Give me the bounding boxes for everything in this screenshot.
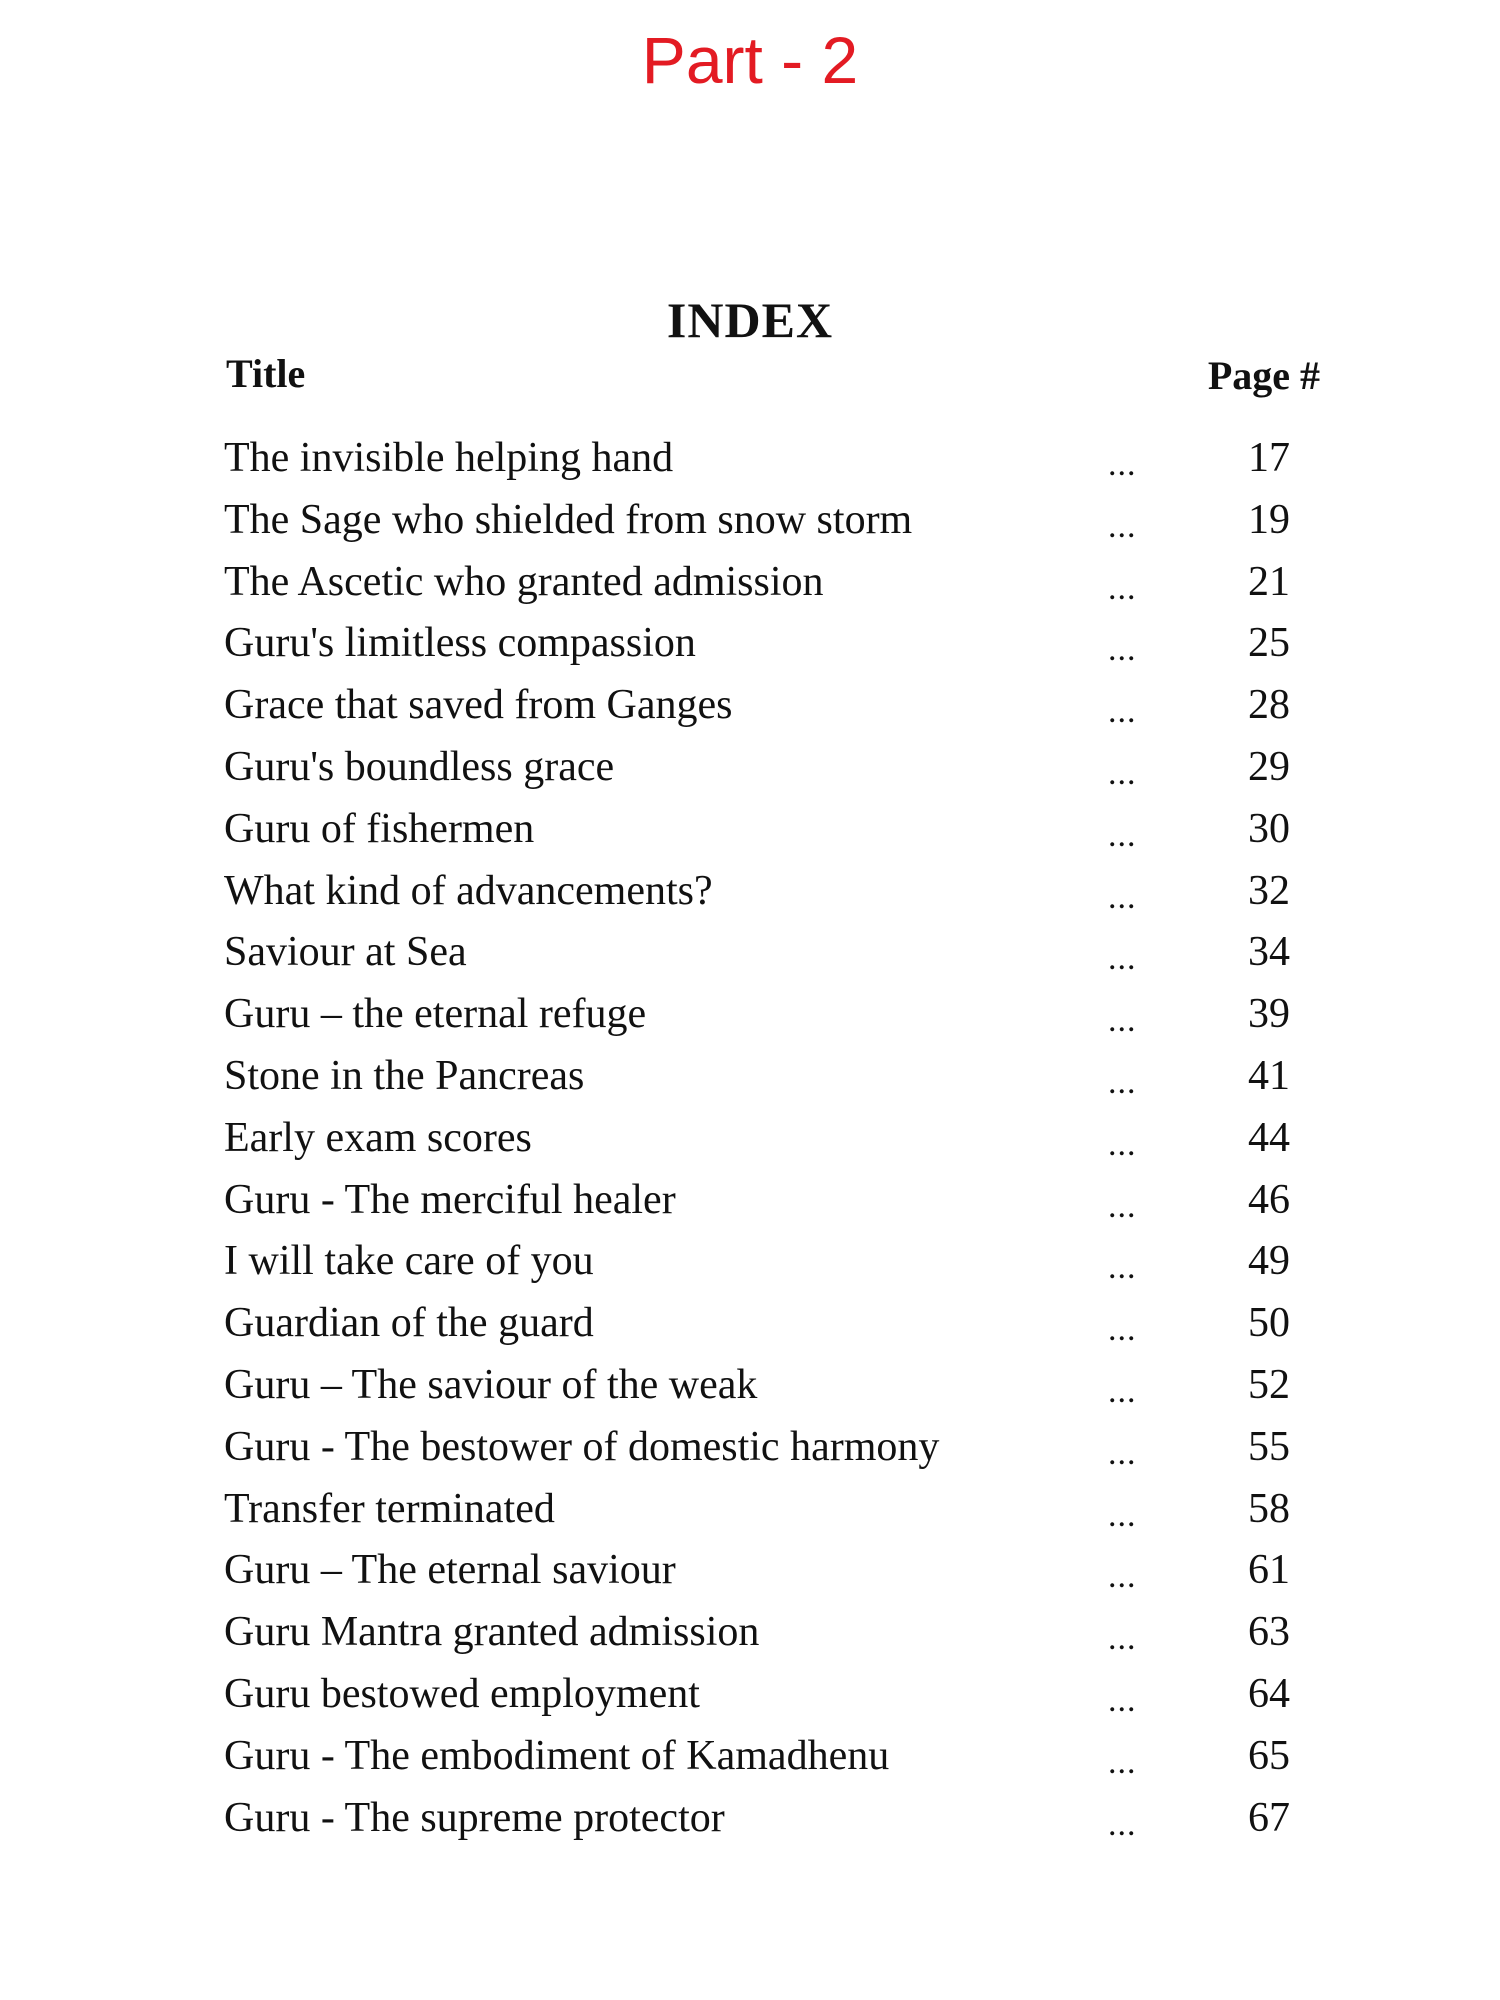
index-entry bbox=[0, 675, 1500, 737]
index-entry-page: 49 bbox=[1248, 1238, 1290, 1285]
index-entry bbox=[0, 799, 1500, 861]
index-entry bbox=[0, 1540, 1500, 1602]
index-entry bbox=[0, 1231, 1500, 1293]
index-entry-title: Guru - The merciful healer bbox=[224, 1176, 676, 1223]
index-entries-list bbox=[0, 428, 1500, 1849]
index-entry-page: 64 bbox=[1248, 1670, 1290, 1717]
index-entry-leader: ... bbox=[1108, 1743, 1137, 1781]
index-entry-leader: ... bbox=[1108, 878, 1137, 916]
index-entry-leader: ... bbox=[1108, 1681, 1137, 1719]
index-entry bbox=[0, 1664, 1500, 1726]
index-entry-page: 28 bbox=[1248, 682, 1290, 729]
index-entry-title: Guru of fishermen bbox=[224, 805, 535, 852]
index-entry-leader: ... bbox=[1108, 569, 1137, 607]
index-entry-page: 39 bbox=[1248, 991, 1290, 1038]
index-entry-title: Guru – The eternal saviour bbox=[224, 1547, 676, 1594]
index-entry-page: 58 bbox=[1248, 1485, 1290, 1532]
title-column-header: Title bbox=[226, 351, 306, 396]
index-entry-leader: ... bbox=[1108, 816, 1137, 854]
index-entry-title: Grace that saved from Ganges bbox=[224, 682, 733, 729]
index-entry-title: The Ascetic who granted admission bbox=[224, 558, 824, 605]
index-entry-page: 21 bbox=[1248, 558, 1290, 605]
index-entry-page: 55 bbox=[1248, 1423, 1290, 1470]
index-entry-leader: ... bbox=[1108, 1125, 1137, 1163]
index-entry bbox=[0, 1417, 1500, 1479]
index-entry bbox=[0, 552, 1500, 614]
index-entry-page: 50 bbox=[1248, 1300, 1290, 1347]
part-label: Part - 2 bbox=[641, 23, 859, 97]
index-entry-page: 65 bbox=[1248, 1732, 1290, 1779]
index-entry-leader: ... bbox=[1108, 1434, 1137, 1472]
index-entry bbox=[0, 490, 1500, 552]
index-entry-title: Stone in the Pancreas bbox=[224, 1052, 585, 1099]
index-entry-leader: ... bbox=[1108, 1372, 1137, 1410]
index-entry-title: Saviour at Sea bbox=[224, 929, 467, 976]
index-entry-title: Guru bestowed employment bbox=[224, 1670, 700, 1717]
index-entry-title: Guru – the eternal refuge bbox=[224, 991, 647, 1038]
index-entry-page: 44 bbox=[1248, 1114, 1290, 1161]
index-heading: INDEX bbox=[666, 292, 834, 348]
index-entry-leader: ... bbox=[1108, 1496, 1137, 1534]
index-entry bbox=[0, 1108, 1500, 1170]
index-entry-leader: ... bbox=[1108, 940, 1137, 978]
index-entry-leader: ... bbox=[1108, 1063, 1137, 1101]
index-entry bbox=[0, 1602, 1500, 1664]
index-entry-page: 41 bbox=[1248, 1052, 1290, 1099]
index-entry bbox=[0, 861, 1500, 923]
index-entry-page: 61 bbox=[1248, 1547, 1290, 1594]
index-entry-leader: ... bbox=[1108, 1249, 1137, 1287]
index-entry-leader: ... bbox=[1108, 1187, 1137, 1225]
index-entry bbox=[0, 922, 1500, 984]
index-entry-page: 25 bbox=[1248, 620, 1290, 667]
index-entry-title: I will take care of you bbox=[224, 1238, 594, 1285]
index-entry-page: 17 bbox=[1248, 435, 1290, 481]
index-entry-page: 30 bbox=[1248, 805, 1290, 852]
index-entry-page: 29 bbox=[1248, 743, 1290, 790]
index-entry-title: Guardian of the guard bbox=[224, 1300, 594, 1347]
index-entry-page: 34 bbox=[1248, 929, 1290, 976]
index-entry bbox=[0, 1726, 1500, 1788]
index-entry-page: 46 bbox=[1248, 1176, 1290, 1223]
index-entry bbox=[0, 428, 1500, 490]
index-entry-title: The invisible helping hand bbox=[224, 435, 674, 481]
index-entry-title: Guru - The embodiment of Kamadhenu bbox=[224, 1732, 890, 1779]
index-entry-title: Guru Mantra granted admission bbox=[224, 1609, 760, 1656]
index-entry-title: Guru – The saviour of the weak bbox=[224, 1361, 758, 1408]
index-entry-leader: ... bbox=[1108, 1805, 1137, 1843]
index-entry bbox=[0, 1355, 1500, 1417]
index-entry-title: Guru's limitless compassion bbox=[224, 620, 696, 667]
index-entry bbox=[0, 1479, 1500, 1541]
index-entry-title: The Sage who shielded from snow storm bbox=[224, 496, 913, 543]
index-entry-leader: ... bbox=[1108, 1311, 1137, 1349]
index-entry bbox=[0, 737, 1500, 799]
index-entry-title: Guru - The supreme protector bbox=[224, 1794, 725, 1841]
index-entry-leader: ... bbox=[1108, 1002, 1137, 1040]
index-entry-leader: ... bbox=[1108, 693, 1137, 731]
index-entry-leader: ... bbox=[1108, 754, 1137, 792]
index-entry bbox=[0, 1788, 1500, 1850]
index-entry-page: 67 bbox=[1248, 1794, 1290, 1841]
index-entry-title: Early exam scores bbox=[224, 1114, 532, 1161]
index-entry-title: Transfer terminated bbox=[224, 1485, 555, 1532]
index-entry-leader: ... bbox=[1108, 446, 1137, 483]
index-entry bbox=[0, 613, 1500, 675]
index-entry-title: Guru's boundless grace bbox=[224, 743, 615, 790]
index-entry-title: Guru - The bestower of domestic harmony bbox=[224, 1423, 940, 1470]
index-entry-page: 63 bbox=[1248, 1609, 1290, 1656]
index-entry bbox=[0, 1293, 1500, 1355]
index-entry-leader: ... bbox=[1108, 507, 1137, 545]
index-entry-leader: ... bbox=[1108, 1558, 1137, 1596]
index-entry-page: 19 bbox=[1248, 496, 1290, 543]
index-entry-title: What kind of advancements? bbox=[224, 867, 713, 914]
index-entry-page: 32 bbox=[1248, 867, 1290, 914]
index-entry-leader: ... bbox=[1108, 631, 1137, 669]
index-entry bbox=[0, 1170, 1500, 1232]
index-entry-page: 52 bbox=[1248, 1361, 1290, 1408]
index-entry-leader: ... bbox=[1108, 1620, 1137, 1658]
index-entry bbox=[0, 1046, 1500, 1108]
index-entry bbox=[0, 984, 1500, 1046]
page-column-header: Page # bbox=[1207, 353, 1320, 398]
